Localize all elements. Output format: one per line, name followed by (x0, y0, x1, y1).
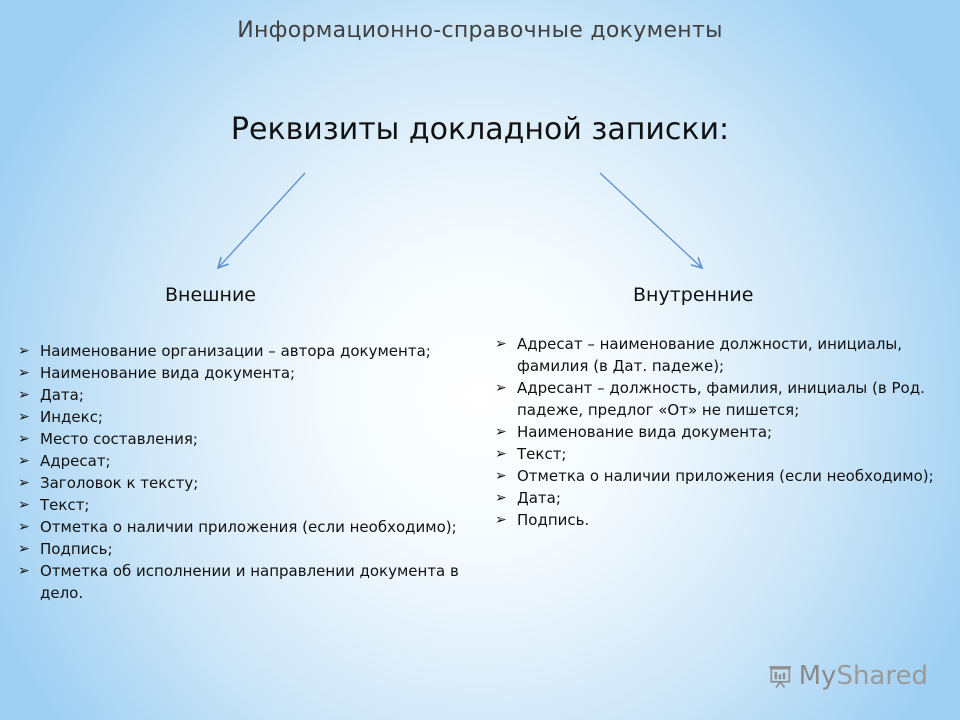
list-item: ➢ Индекс; (18, 408, 103, 426)
arrow-right (600, 173, 702, 268)
list-item: ➢ Дата; (495, 489, 561, 507)
list-item: ➢ Адресант – должность, фамилия, инициалы (в Род. падеже, предлог «От» не пишется; (495, 379, 925, 419)
external-heading: Внешние (165, 284, 256, 306)
list-item: ➢ Адресат – наименование должности, инициалы, фамилия (в Дат. падеже); (495, 335, 903, 375)
arrow-bullet-icon: ➢ (495, 490, 507, 506)
list-item: ➢ Подпись. (495, 511, 590, 529)
arrow-bullet-icon: ➢ (18, 387, 30, 403)
list-item: ➢ Отметка о наличии приложения (если необходимо); (18, 518, 457, 536)
list-item: ➢ Адресат; (18, 452, 111, 470)
arrow-bullet-icon: ➢ (18, 519, 30, 535)
arrow-bullet-icon: ➢ (18, 453, 30, 469)
list-item: ➢ Дата; (18, 386, 84, 404)
arrow-bullet-icon: ➢ (495, 424, 507, 440)
arrow-bullet-icon: ➢ (495, 468, 507, 484)
arrow-bullet-icon: ➢ (495, 336, 507, 352)
arrow-bullet-icon: ➢ (18, 541, 30, 557)
arrow-bullet-icon: ➢ (495, 512, 507, 528)
list-item: ➢ Отметка о наличии приложения (если необходимо); (495, 467, 934, 485)
arrow-bullet-icon: ➢ (18, 409, 30, 425)
arrow-bullet-icon: ➢ (18, 365, 30, 381)
logo-text-my: My (798, 661, 837, 691)
arrow-bullet-icon: ➢ (18, 431, 30, 447)
arrow-bullet-icon: ➢ (495, 446, 507, 462)
slide-title: Реквизиты докладной записки: (230, 112, 730, 147)
list-item: ➢ Отметка об исполнении и направлении документа в дело. (18, 562, 459, 602)
slide-header: Информационно-справочные документы (237, 18, 723, 43)
list-item: ➢ Наименование вида документа; (18, 364, 296, 382)
list-item: ➢ Заголовок к тексту; (18, 474, 199, 492)
list-item: ➢ Подпись; (18, 540, 113, 558)
external-requisites-list (18, 340, 468, 604)
list-item: ➢ Место составления; (18, 430, 198, 448)
arrow-bullet-icon: ➢ (18, 563, 30, 579)
list-item: ➢ Текст; (495, 445, 567, 463)
arrow-bullet-icon: ➢ (495, 380, 507, 396)
arrow-bullet-icon: ➢ (18, 343, 30, 359)
internal-requisites-list (495, 333, 940, 531)
list-item: ➢ Наименование вида документа; (495, 423, 773, 441)
presentation-board-icon (768, 661, 793, 691)
arrow-left (218, 173, 305, 268)
myshared-logo (768, 656, 928, 696)
internal-heading: Внутренние (633, 284, 754, 306)
list-item: ➢ Текст; (18, 496, 90, 514)
arrow-bullet-icon: ➢ (18, 475, 30, 491)
list-item: ➢ Наименование организации – автора документа; (18, 342, 431, 360)
logo-text-shared: Shared (836, 661, 928, 691)
arrow-bullet-icon: ➢ (18, 497, 30, 513)
